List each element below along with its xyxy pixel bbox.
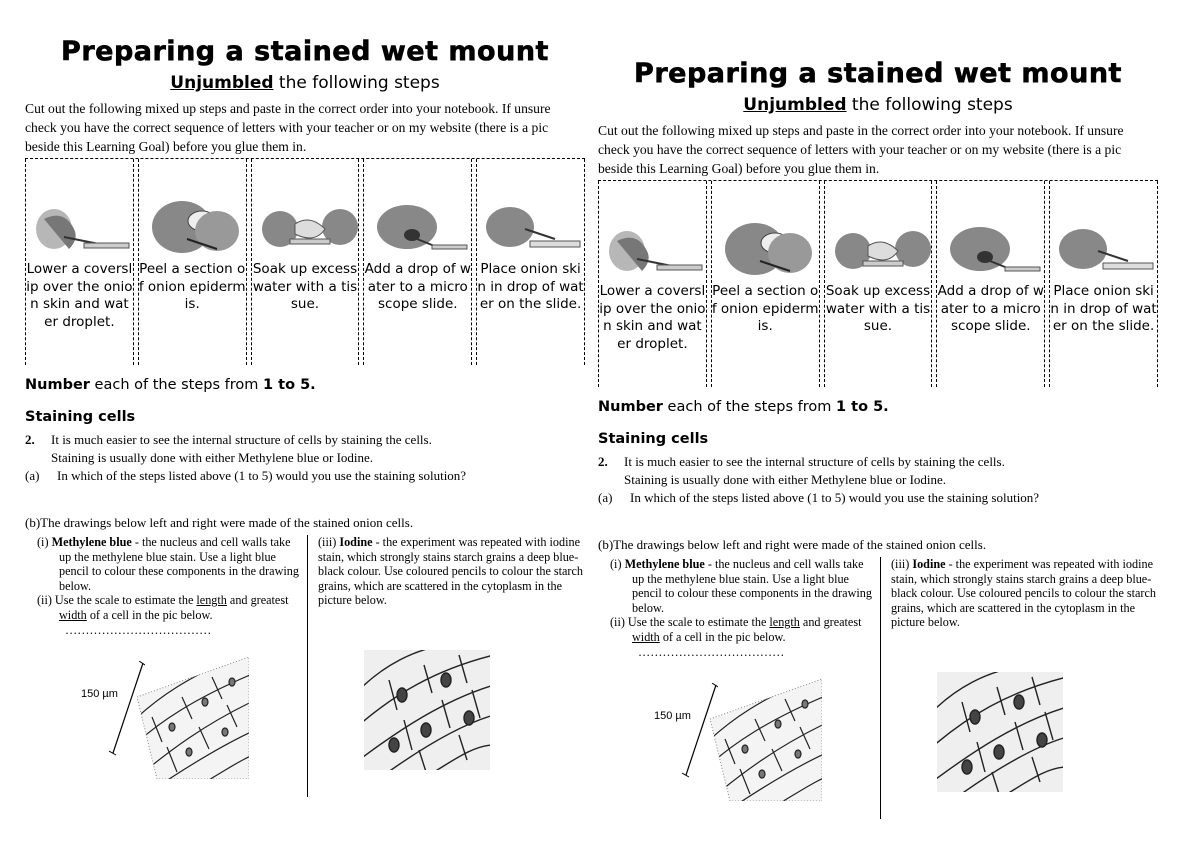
intro-paragraph: Cut out the following mixed up steps and paste in the correct order into your notebook. If unsure check you have the correct sequence of letters with your teacher or on my website (there is a pic beside this Learning Goal) before you glue them in. xyxy=(598,123,1124,176)
number-range: 1 to 5. xyxy=(263,377,316,393)
length-word: length xyxy=(769,615,800,630)
q2-line2: Staining is usually done with either Methylene blue or Iodine. xyxy=(51,450,374,465)
step-text: Add a drop of water to a microscope slide. xyxy=(937,283,1044,334)
methylene-bold: Methylene blue xyxy=(624,557,705,571)
onion-cells-methylene-icon xyxy=(137,657,249,779)
question-number: 2. xyxy=(25,432,35,447)
hands-tissue-icon xyxy=(833,221,933,281)
qa-label: (a) xyxy=(598,490,613,505)
answer-line[interactable]: ……………………………… xyxy=(65,622,212,637)
i-label: (i) xyxy=(610,557,625,571)
subtitle-rest: the following steps xyxy=(846,95,1013,115)
subtitle-emphasis: Unjumbled xyxy=(743,95,847,115)
hand-tweezers-icon xyxy=(1058,221,1158,281)
worksheet-left xyxy=(25,36,585,797)
methylene-drawing xyxy=(37,657,299,787)
width-word: width xyxy=(59,607,87,622)
number-bold: Number xyxy=(25,377,90,393)
step-card[interactable] xyxy=(138,159,247,365)
iodine-instructions xyxy=(318,535,585,608)
number-mid: each of the steps from xyxy=(662,399,836,415)
number-instruction xyxy=(598,399,1158,415)
ii-c: of a cell in the pic below. xyxy=(659,629,786,644)
q2-line1: It is much easier to see the internal structure of cells by staining the cells. xyxy=(51,432,432,447)
number-mid: each of the steps from xyxy=(89,377,263,393)
subtitle-emphasis: Unjumbled xyxy=(170,73,274,93)
methylene-bold: Methylene blue xyxy=(51,535,132,549)
step-cards xyxy=(25,158,585,365)
methylene-drawing xyxy=(610,679,872,809)
scale-instructions xyxy=(610,615,872,644)
step-card[interactable] xyxy=(363,159,472,365)
step-card[interactable] xyxy=(251,159,360,365)
ii-b: and greatest xyxy=(799,615,862,630)
methylene-column xyxy=(25,535,308,797)
step-text: Peel a section of onion epidermis. xyxy=(138,261,246,312)
number-range: 1 to 5. xyxy=(836,399,889,415)
intro-paragraph: Cut out the following mixed up steps and paste in the correct order into your notebook. If unsure check you have the correct sequence of letters with your teacher or on my website (there is a pic beside this Learning Goal) before you glue them in. xyxy=(25,101,551,154)
step-text: Soak up excess water with a tissue. xyxy=(252,261,358,312)
hand-lowering-coverslip-icon xyxy=(607,221,707,281)
question-2 xyxy=(598,453,1158,507)
iii-label: (iii) xyxy=(891,557,913,571)
methylene-text: - the nucleus and cell walls take up the methylene blue stain. Use a light blue pencil to colour these components in the drawing below. xyxy=(59,535,299,593)
step-card[interactable] xyxy=(824,181,933,387)
scale-instructions xyxy=(37,593,299,622)
step-card[interactable] xyxy=(476,159,585,365)
width-word: width xyxy=(632,629,660,644)
step-text: Add a drop of water to a microscope slide. xyxy=(364,261,471,312)
iii-label: (iii) xyxy=(318,535,340,549)
subtitle-rest: the following steps xyxy=(273,73,440,93)
worksheet-title: Preparing a stained wet mount xyxy=(634,58,1122,89)
answer-line[interactable]: ……………………………… xyxy=(638,644,785,659)
step-card[interactable] xyxy=(598,181,707,387)
iodine-column xyxy=(881,557,1158,819)
question-b: (b)The drawings below left and right were made of the stained onion cells. xyxy=(598,537,987,552)
step-card[interactable] xyxy=(711,181,820,387)
ii-b: and greatest xyxy=(226,593,289,608)
question-number: 2. xyxy=(598,454,608,469)
number-bold: Number xyxy=(598,399,663,415)
step-card[interactable] xyxy=(25,159,134,365)
question-2 xyxy=(25,431,585,485)
iodine-bold: Iodine xyxy=(339,535,373,549)
step-card[interactable] xyxy=(936,181,1045,387)
scale-label: 150 µm xyxy=(81,688,118,701)
step-cards xyxy=(598,180,1158,387)
worksheet-title: Preparing a stained wet mount xyxy=(61,36,549,67)
qa-text: In which of the steps listed above (1 to 5) would you use the staining solution? xyxy=(630,490,1040,505)
hand-tweezers-icon xyxy=(485,199,585,259)
methylene-instructions xyxy=(610,557,872,615)
step-text: Soak up excess water with a tissue. xyxy=(825,283,931,334)
onion-cells-iodine-icon xyxy=(364,650,490,770)
length-word: length xyxy=(196,593,227,608)
step-text: Peel a section of onion epidermis. xyxy=(711,283,819,334)
ii-a: (ii) Use the scale to estimate the xyxy=(37,593,197,608)
hands-peeling-onion-icon xyxy=(720,221,820,281)
worksheet-right xyxy=(598,58,1158,819)
step-text: Place onion skin in drop of water on the slide. xyxy=(1050,283,1157,334)
staining-heading: Staining cells xyxy=(598,431,709,447)
step-card[interactable] xyxy=(1049,181,1158,387)
iodine-text: - the experiment was repeated with iodine stain, which strongly stains starch grains a deep blue-black colour. Use coloured pencils to colour the starch grains, which are scattered in the cytoplasm in the picture below. xyxy=(891,557,1156,630)
methylene-column xyxy=(598,557,881,819)
number-instruction xyxy=(25,377,585,393)
scale-label: 150 µm xyxy=(654,710,691,723)
question-b: (b)The drawings below left and right were made of the stained onion cells. xyxy=(25,515,414,530)
iodine-instructions xyxy=(891,557,1158,630)
methylene-instructions xyxy=(37,535,299,593)
onion-cells-methylene-icon xyxy=(710,679,822,801)
worksheet-subtitle xyxy=(598,95,1158,115)
staining-heading: Staining cells xyxy=(25,409,136,425)
ii-c: of a cell in the pic below. xyxy=(86,607,213,622)
i-label: (i) xyxy=(37,535,52,549)
hand-lowering-coverslip-icon xyxy=(34,199,134,259)
qa-text: In which of the steps listed above (1 to 5) would you use the staining solution? xyxy=(57,468,467,483)
q2-line1: It is much easier to see the internal structure of cells by staining the cells. xyxy=(624,454,1005,469)
iodine-bold: Iodine xyxy=(912,557,946,571)
step-text: Lower a coverslip over the onion skin and water droplet. xyxy=(599,283,706,352)
stain-columns xyxy=(25,535,585,797)
hand-dropper-icon xyxy=(945,221,1045,281)
worksheet-subtitle xyxy=(25,73,585,93)
qa-label: (a) xyxy=(25,468,40,483)
hands-tissue-icon xyxy=(260,199,360,259)
q2-line2: Staining is usually done with either Methylene blue or Iodine. xyxy=(624,472,947,487)
iodine-column xyxy=(308,535,585,797)
iodine-text: - the experiment was repeated with iodine stain, which strongly stains starch grains a deep blue-black colour. Use coloured pencils to colour the starch grains, which are scattered in the cytoplasm in the picture below. xyxy=(318,535,583,608)
step-text: Lower a coverslip over the onion skin and water droplet. xyxy=(26,261,133,330)
onion-cells-iodine-icon xyxy=(937,672,1063,792)
methylene-text: - the nucleus and cell walls take up the methylene blue stain. Use a light blue pencil to colour these components in the drawing below. xyxy=(632,557,872,615)
ii-a: (ii) Use the scale to estimate the xyxy=(610,615,770,630)
hands-peeling-onion-icon xyxy=(147,199,247,259)
stain-columns xyxy=(598,557,1158,819)
hand-dropper-icon xyxy=(372,199,472,259)
step-text: Place onion skin in drop of water on the slide. xyxy=(477,261,584,312)
